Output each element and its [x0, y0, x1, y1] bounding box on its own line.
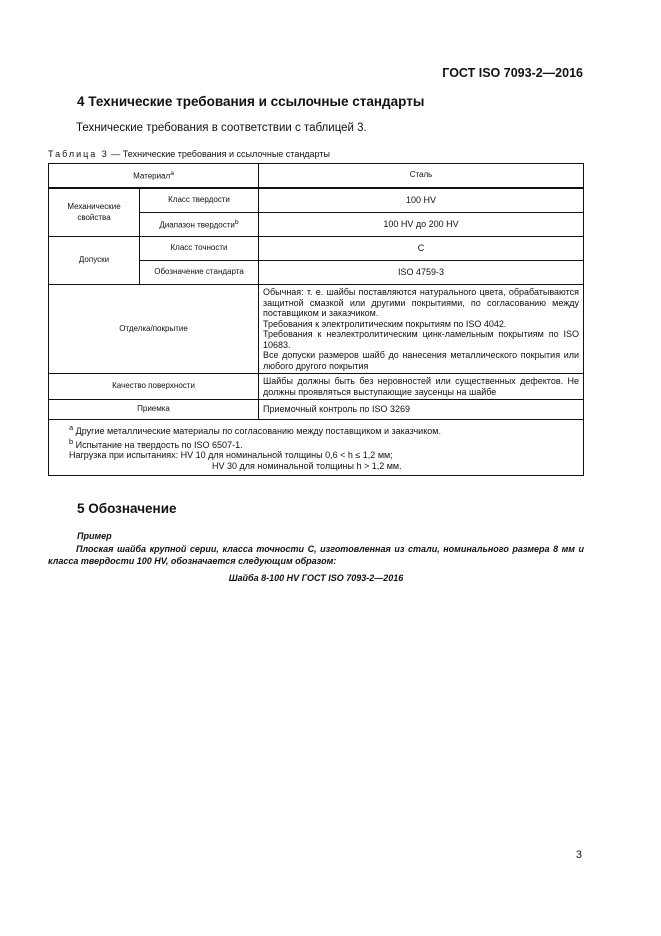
table-row — [49, 285, 584, 374]
finish-line: Все допуски размеров шайб до нанесения металлического покрытия или любого другого покрытия — [263, 350, 580, 371]
section-5-heading: 5 Обозначение — [77, 501, 177, 516]
test-load-line-2: HV 30 для номинальной толщины h > 1,2 мм. — [212, 460, 402, 471]
footnote-b: $^b$ Испытание на твердость по ISO 6507-1. — [69, 436, 243, 450]
footnote-b-marker: b — [234, 218, 239, 226]
example-label: Пример — [77, 531, 112, 541]
accuracy-class-value: С — [259, 237, 584, 261]
table-row — [49, 400, 584, 420]
mechanical-properties-cell: Механические свойства — [49, 188, 140, 237]
page-number: 3 — [575, 849, 582, 861]
standard-value: ISO 4759-3 — [259, 261, 584, 285]
table-header-row — [49, 164, 584, 189]
standard-label: Обозначение стандарта — [140, 261, 259, 285]
section-4-intro: Технические требования в соответствии с таблицей 3. — [76, 122, 367, 134]
designation-example: Шайба 8-100 HV ГОСТ ISO 7093-2—2016 — [228, 573, 404, 583]
hardness-class-label: Класс твердости — [140, 188, 259, 213]
table-caption-number: Таблица 3 — [48, 149, 109, 159]
header-steel-cell: Сталь — [259, 164, 584, 189]
test-load-line-1: Нагрузка при испытаниях: HV 10 для номинальной толщины 0,6 < h ≤ 1,2 мм; — [69, 450, 393, 460]
acceptance-label: Приемка — [49, 400, 259, 420]
hardness-range-value: 100 HV до 200 HV — [259, 213, 584, 237]
table-row — [49, 374, 584, 400]
table-notes-cell — [49, 420, 584, 476]
hardness-range-label: Диапазон твердости$^b$ — [140, 213, 259, 237]
footnote-a: $^a$ Другие металлические материалы по согласованию между поставщиком и заказчиком. — [69, 423, 441, 436]
finish-line: Требования к электролитическим покрытиям по ISO 4042. — [263, 318, 507, 329]
table-caption — [48, 149, 330, 159]
acceptance-value: Приемочный контроль по ISO 3269 — [259, 400, 584, 420]
document-id-header: ГОСТ ISO 7093-2—2016 — [442, 66, 583, 80]
table-notes-row — [49, 420, 584, 476]
section-4-heading: 4 Технические требования и ссылочные стандарты — [77, 94, 425, 109]
table-caption-title: — Технические требования и ссылочные стандарты — [108, 149, 330, 159]
finish-label: Отделка/покрытие — [49, 285, 259, 374]
finish-line: Обычная: т. е. шайбы поставляются натурального цвета, обрабатываются защитной смазкой или другими покрытиями, по согласованию между поставщиком и заказчиком. — [263, 287, 580, 318]
accuracy-class-label: Класс точности — [140, 237, 259, 261]
surface-quality-label: Качество поверхности — [49, 374, 259, 400]
finish-line: Требования к неэлектролитическим цинк-ламельным покрытиям по ISO 10683. — [263, 329, 580, 350]
footnote-a-marker: a — [170, 169, 174, 177]
header-material-cell: Материал$^a$ — [49, 164, 259, 189]
requirements-table — [48, 163, 584, 476]
tolerances-cell: Допуски — [49, 237, 140, 285]
table-row — [49, 237, 584, 261]
table-row — [49, 188, 584, 213]
example-text: Плоская шайба крупной серии, класса точности С, изготовленная из стали, номинального размера 8 мм и класса твердости 100 HV, обозначается следующим образом: — [48, 544, 584, 566]
finish-value — [259, 285, 584, 374]
surface-quality-value: Шайбы должны быть без неровностей или существенных дефектов. Не должны проявляться выступающие заусенцы на шайбе — [259, 374, 584, 400]
hardness-class-value: 100 HV — [259, 188, 584, 213]
